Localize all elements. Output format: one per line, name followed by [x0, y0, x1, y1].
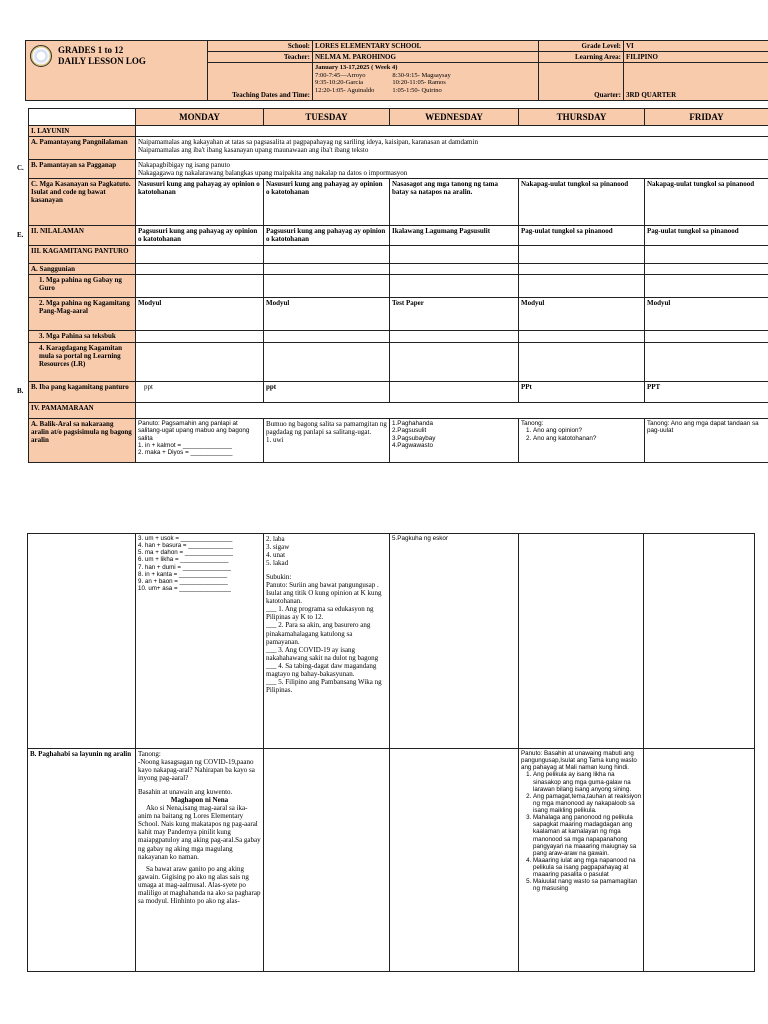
cont-monday: 3. um + usok = _______________ 4. han + basura = _____________ 5. ma + dahon = ______________ 6. um + likha = ______________ 7. han + dumi = ______________ 8. in + kanta = ______________ 9. an + baon = ______________ 10. um+ asa = _______________: [136, 534, 264, 749]
kagamitan-mon: [136, 246, 264, 264]
kagamitan-pahina-monday: Modyul: [136, 298, 264, 331]
day-friday: FRIDAY: [645, 109, 768, 126]
section-layunin: I. LAYUNIN: [29, 126, 136, 137]
gabay-thu: [519, 275, 645, 298]
header-table: [25, 40, 768, 101]
teacher-value: NELMA M. PAROHINOG: [313, 52, 539, 63]
kasanayan-label: C. Mga Kasanayan sa Pagkatuto. Isulat and code ng bawat kasanayan: [29, 179, 136, 226]
kagamitan-pahina-tuesday: Modyul: [264, 298, 390, 331]
dates-cell: [313, 63, 539, 101]
kasanayan-monday: Nasusuri kung ang pahayag ay opinion o katotohanan: [136, 179, 264, 226]
header-title-line1: GRADES 1 to 12: [58, 45, 124, 55]
paghahabi-label: B. Paghahabi sa layunin ng aralin: [28, 749, 136, 972]
iba-tuesday: ppt: [264, 382, 390, 403]
story-paragraph-1: Ako si Nena,isang mag-aaral sa ika-anim na baitang ng Lores Elementary School. Nais kung makatapos ng pag-aaral kahit may Pandemya pinilit kung maiapgpatuloy ang aking pag-aral.Sa gabay ng gabay ng aking mga magulang nakayanan ko naman.: [138, 804, 261, 861]
page2-block: [0, 533, 768, 972]
cont-thursday: [519, 534, 644, 749]
sanggunian-wed: [390, 264, 519, 275]
kagamitan-pahina-thursday: Modyul: [519, 298, 645, 331]
header-title-line2: DAILY LESSON LOG: [58, 56, 146, 67]
cont-tuesday-item: ___ 1. Ang programa sa edukasyon ng Pilipinas ay K to 12.: [266, 605, 374, 622]
gabay-tue: [264, 275, 390, 298]
story-paragraph-2: Sa bawat araw ganito po ang aking gawain. Gigising po ako ng alas sais ng umaga at mag-aalmusal. Alas-syete po maliligo at maghahanda na ako sa pagharap sa modyul. Hinhinto po ako ng alas-: [138, 864, 261, 905]
balik-label: A. Balik-Aral sa nakaraang aralin at/o pagsisimula ng bagong aralin: [29, 419, 136, 463]
kasanayan-thursday: Nakapag-uulat tungkol sa pinanood: [519, 179, 645, 226]
balik-thursday-item: 1. Ano ang opinion?: [533, 427, 642, 434]
karagdagang-label: 4. Karagdagang Kagamitan mula sa portal ng Learning Resources (LR): [29, 343, 136, 382]
iba-wednesday: [390, 382, 519, 403]
kagamitan-label: III. KAGAMITANG PANTURO: [29, 246, 136, 264]
quarter-label: Quarter:: [539, 63, 624, 101]
header-title-cell: [26, 41, 208, 101]
teksbuk-label: 3. Mga Pahina sa teksbuk: [29, 331, 136, 343]
deped-seal-icon: [30, 45, 52, 67]
kagamitan-tue: [264, 246, 390, 264]
balik-friday: Tanong: Ano ang mga dapat tandaan sa pag-uulat: [645, 419, 768, 463]
karagdagang-mon: [136, 343, 264, 382]
day-tuesday: TUESDAY: [264, 109, 390, 126]
school-label: School:: [208, 41, 313, 52]
sanggunian-label: A. Sanggunian: [29, 264, 136, 275]
day-thursday: THURSDAY: [519, 109, 645, 126]
sanggunian-tue: [264, 264, 390, 275]
page2-label-empty: [28, 534, 136, 749]
iba-label: B. Iba pang kagamitang panturo: [29, 382, 136, 403]
iba-thursday: PPt: [519, 382, 645, 403]
dates-label: Teaching Dates and Time:: [208, 63, 313, 101]
teksbuk-wed: [390, 331, 519, 343]
paghahabi-thursday-intro: Panuto: Basahin at unawaing mabuti ang pangungusap,Isulat ang Tama kung wasto ang pahayag at Mali naman kung hindi.: [521, 750, 637, 772]
kagamitan-thu: [519, 246, 645, 264]
pagganap-label: B. Pamantayan sa Pagganap: [29, 160, 136, 179]
gabay-label: 1. Mga pahina ng Gabay ng Guro: [29, 275, 136, 298]
pamamaraan-empty: [136, 403, 768, 419]
paghahabi-thursday-item: 2. Ang pamagat,tema,tauhan at reaksiyon ng mga manonood ay nakapaloob sa isang maikling pelikula.: [533, 793, 641, 814]
teksbuk-tue: [264, 331, 390, 343]
kagamitan-pahina-friday: Modyul: [645, 298, 768, 331]
grade-label: Grade Level:: [539, 41, 624, 52]
iba-monday: ppt: [136, 382, 264, 403]
sanggunian-thu: [519, 264, 645, 275]
paghahabi-thursday-item: 4. Maaaring iulat ang mga napanood na pelikula sa isang pagpapahayag at maaaring pasalita o pasulat: [533, 857, 641, 878]
karagdagang-tue: [264, 343, 390, 382]
gabay-wed: [390, 275, 519, 298]
corner-cell: [29, 109, 136, 126]
nilalaman-label: II. NILALAMAN: [29, 226, 136, 246]
pamantayang-value: Naipamamalas ang kakayahan at tatas sa pagsasalita at pagpapahayag ng sariling ideya, kaisipan, karanasan at damdamin Naipamamalas ang iba't ibang kasanayan upang maunawaan ang iba't ibang teksto: [136, 137, 768, 160]
teksbuk-thu: [519, 331, 645, 343]
pagganap-value: Nakapagbibigay ng isang panuto Nakagagawa ng nakalarawang balangkas upang maipakita ang nakalap na datos o impormasyon: [136, 160, 768, 179]
quarter-value-text: 3RD QUARTER: [626, 91, 677, 100]
paghahabi-thursday-item: 1. Ang pelikula ay isang likha na sinasakop ang mga guma-galaw na larawan bilang isang anyong sining.: [533, 771, 641, 792]
school-value: LORES ELEMENTARY SCHOOL: [313, 41, 539, 52]
teacher-label: Teacher:: [208, 52, 313, 63]
cont-tuesday-item: ___ 5. Filipino ang Pambansang Wika ng Pilipinas.: [266, 677, 382, 694]
cont-tuesday-item: ___ 2. Para sa akin, ang basurero ang pinakamahalagang katulong sa pamayanan.: [266, 621, 371, 646]
marker-c: C.: [17, 164, 24, 172]
kagamitan-pahina-label: 2. Mga pahina ng Kagamitang Pang-Mag-aaral: [29, 298, 136, 331]
kagamitan-fri: [645, 246, 768, 264]
sanggunian-fri: [645, 264, 768, 275]
paghahabi-monday-basahin: Basahin at unawain ang kuwento.: [138, 788, 233, 797]
cont-tuesday-item: ___ 4. Sa tabing-dagat daw magandang magtayo ng bahay-bakasyunan.: [266, 661, 377, 678]
karagdagang-thu: [519, 343, 645, 382]
day-monday: MONDAY: [136, 109, 264, 126]
cont-wednesday: 5.Pagkuha ng eskor: [390, 534, 519, 749]
nilalaman-friday: Pag-uulat tungkol sa pinanood: [645, 226, 768, 246]
nilalaman-tuesday: Pagsusuri kung ang pahayag ay opinion o katotohanan: [264, 226, 390, 246]
paghahabi-monday-question: Tanong: -Noong kasagsagan ng COVID-19,paano kayo nakapag-aral? Nahirapan ba kayo sa inyong pag-aaral?: [138, 750, 255, 783]
cont-tuesday-item: ___ 3. Ang COVID-19 ay isang nakahahawang sakit na dulot ng bagong: [266, 645, 379, 662]
area-value: FILIPINO: [624, 52, 768, 63]
day-wednesday: WEDNESDAY: [390, 109, 519, 126]
iba-friday: PPT: [645, 382, 768, 403]
nilalaman-monday: Pagsusuri kung ang pahayag ay opinion o katotohanan: [136, 226, 264, 246]
gabay-fri: [645, 275, 768, 298]
dates-value: January 13-17,2025 ( Week 4): [315, 64, 398, 72]
teksbuk-fri: [645, 331, 768, 343]
paghahabi-wednesday: [390, 749, 519, 972]
marker-e: E.: [17, 231, 24, 239]
kasanayan-tuesday: Nasusuri kung ang pahayag ay opinion o katotohanan: [264, 179, 390, 226]
cont-tuesday-list: 2. laba 3. sigaw 4. unat 5. lakad: [266, 535, 290, 568]
schedule-left: 7:00-7:45—Arroyo 9:35-10:20-Garcia 12:20-1:05- Aguinaldo: [315, 71, 375, 94]
story-title: Maghapon ni Nena: [170, 796, 229, 805]
teksbuk-mon: [136, 331, 264, 343]
paghahabi-thursday-item: 3. Mahalaga ang panonood ng pelikula sapagkat maaring madagdagan ang kaalaman at kamalayan ng mga manonood sa mga napapanahong pangyayari na maaaring maiugnay sa pang araw-araw na gawain.: [533, 814, 641, 857]
cont-tuesday-subukin: Subukin: Panuto: Suriin ang bawat pangungusap . Isulat ang titik O kung opinion at K kung katotohanan.: [266, 573, 382, 606]
balik-tuesday: Bumuo ng bagong salita sa pamamgitan ng pagdadag ng panlapi sa salitang-ugat. 1. uwi: [264, 419, 390, 463]
layunin-empty: [136, 126, 768, 137]
grade-value: VI: [624, 41, 768, 52]
balik-thursday: [519, 419, 645, 463]
kasanayan-friday: Nakapag-uulat tungkol sa pinanood: [645, 179, 768, 226]
sanggunian-mon: [136, 264, 264, 275]
nilalaman-wednesday: Ikalawang Lagumang Pagsusulit: [390, 226, 519, 246]
header-block: [0, 40, 768, 101]
area-label: Learning Area:: [539, 52, 624, 63]
balik-wednesday: 1.Paghahanda 2.Pagsusulit 3.Pagsubaybay 4.Pagwawasto: [390, 419, 519, 463]
nilalaman-thursday: Pag-uulat tungkol sa pinanood: [519, 226, 645, 246]
lesson-table: [28, 108, 768, 463]
cont-tuesday: [264, 534, 390, 749]
balik-thursday-intro: Tanong:: [521, 420, 544, 428]
paghahabi-monday: [136, 749, 264, 972]
main-table-block: [0, 108, 768, 463]
quarter-value: [624, 63, 768, 101]
page2-table: [27, 533, 755, 972]
balik-monday: Panuto: Pagsamahin ang panlapi at salitang-ugat upang mabuo ang bagong salita 1. in + kalmot = ______________ 2. maka + Diyos = ____________: [136, 419, 264, 463]
paghahabi-thursday: [519, 749, 644, 972]
karagdagang-wed: [390, 343, 519, 382]
paghahabi-thursday-item: 5. Maiuulat nang wasto sa pamamagitan ng masusing: [533, 878, 641, 892]
kasanayan-wednesday: Nasasagot ang mga tanong ng tama batay sa natapos na aralin.: [390, 179, 519, 226]
marker-b: B.: [17, 387, 24, 395]
paghahabi-tuesday: [264, 749, 390, 972]
section-pamamaraan: IV. PAMAMARAAN: [29, 403, 136, 419]
pamantayang-label: A. Pamantayang Pangnilalaman: [29, 137, 136, 160]
paghahabi-friday: [644, 749, 755, 972]
karagdagang-fri: [645, 343, 768, 382]
gabay-mon: [136, 275, 264, 298]
cont-friday: [644, 534, 755, 749]
balik-thursday-item: 2. Ano ang katotohanan?: [533, 435, 642, 442]
kagamitan-wed: [390, 246, 519, 264]
schedule-right: 8:30-9:15- Magsaysay 10:20-11:05- Ramos 1:05-1:50- Quirino: [392, 71, 451, 94]
kagamitan-pahina-wednesday: Test Paper: [390, 298, 519, 331]
